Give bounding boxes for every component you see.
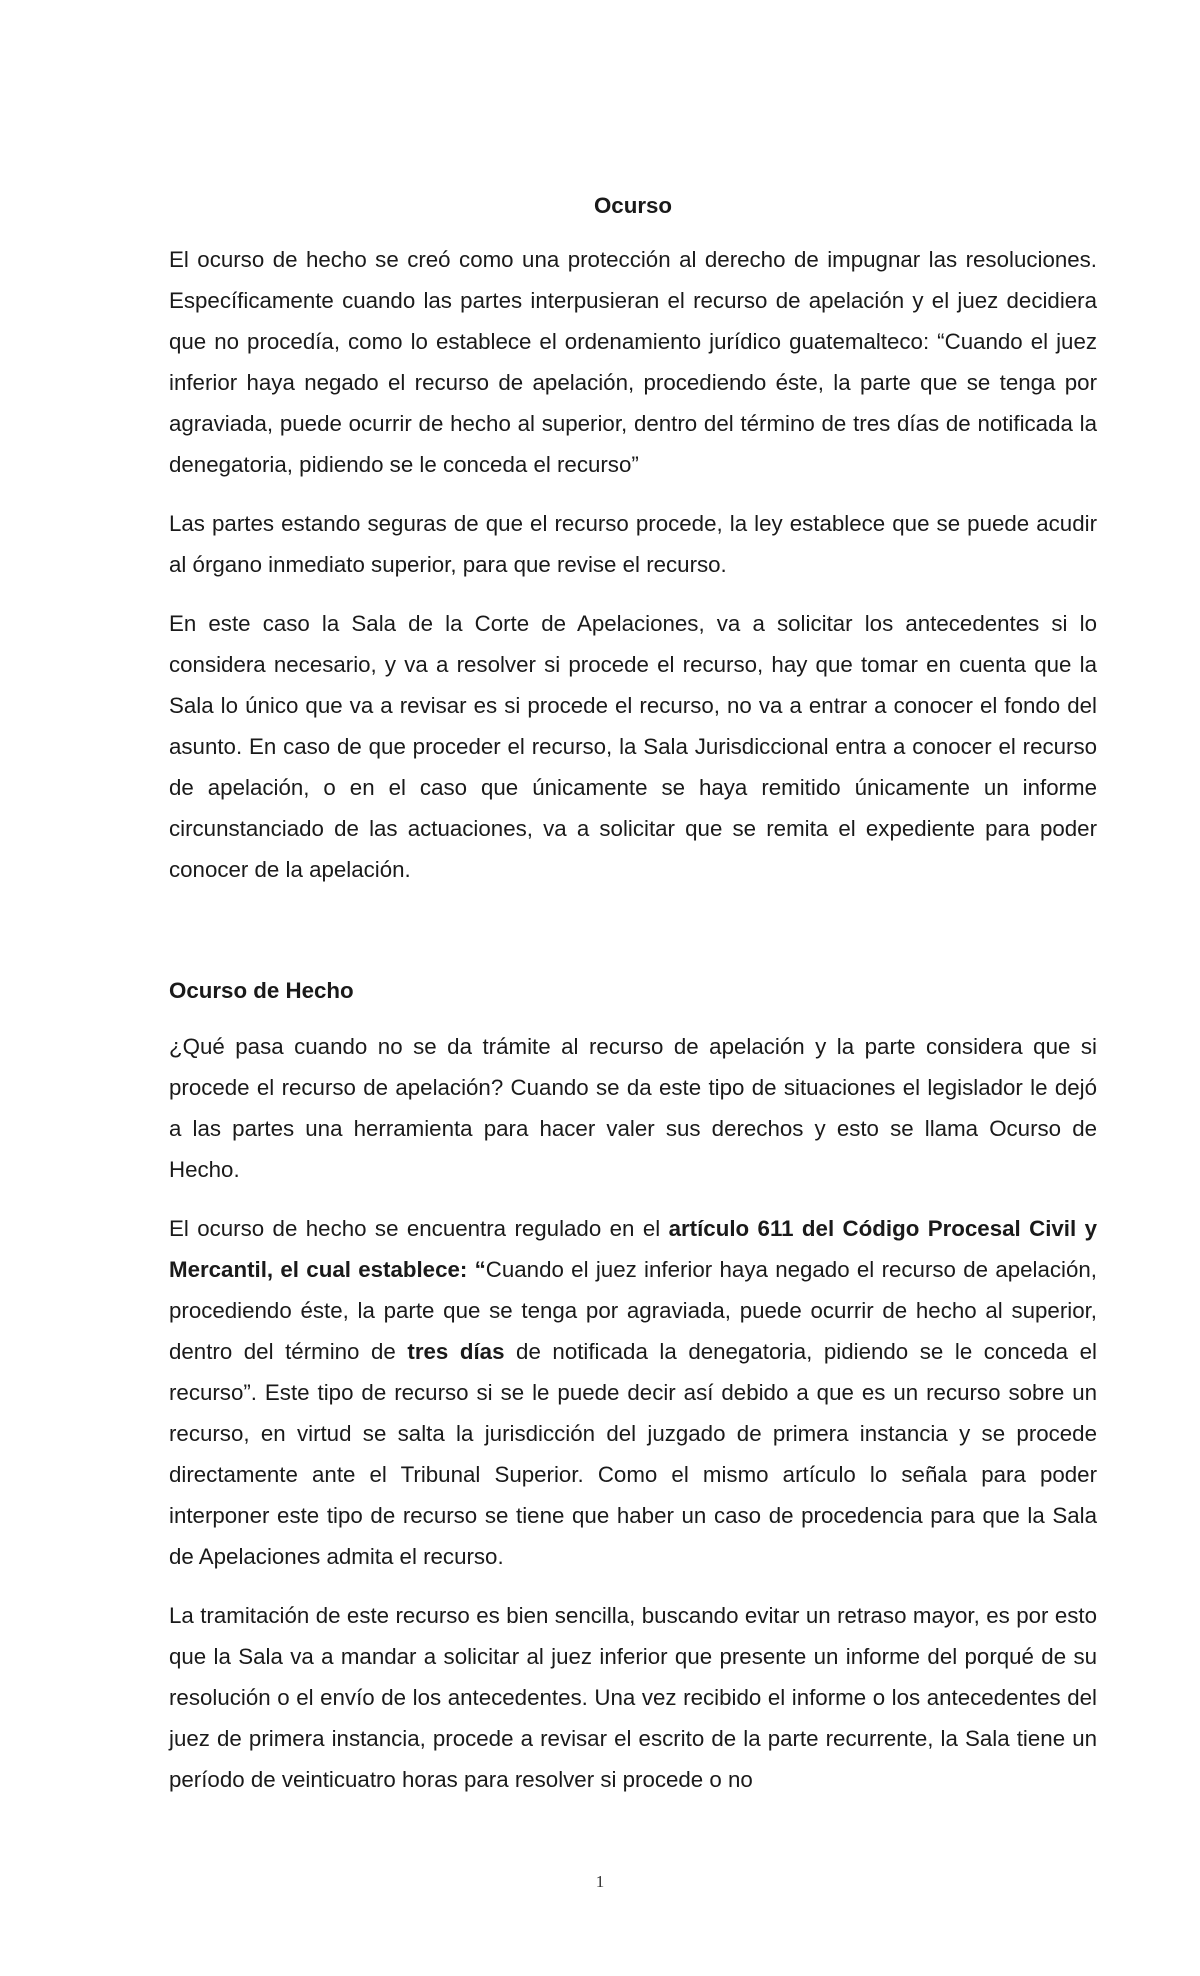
section-heading: Ocurso de Hecho xyxy=(169,978,354,1003)
bold-term: tres días xyxy=(407,1339,505,1364)
text-run: El ocurso de hecho se encuentra regulado en el xyxy=(169,1216,669,1241)
paragraph: La tramitación de este recurso es bien sencilla, buscando evitar un retraso mayor, es por esto que la Sala va a mandar a solicitar al juez inferior que presente un informe del porqué de su resolución o el envío de los antecedentes. Una vez recibido el informe o los antecedentes del juez de primera instancia, procede a revisar el escrito de la parte recurrente, la Sala tiene un período de veinticuatro horas para resolver si procede o no xyxy=(169,1603,1097,1792)
paragraph-with-citation xyxy=(169,1208,1097,1577)
paragraph: En este caso la Sala de la Corte de Apelaciones, va a solicitar los antecedentes si lo considera necesario, y va a resolver si procede el recurso, hay que tomar en cuenta que la Sala lo único que va a revisar es si procede el recurso, no va a entrar a conocer el fondo del asunto. En caso de que proceder el recurso, la Sala Jurisdiccional entra a conocer el recurso de apelación, o en el caso que únicamente se haya remitido únicamente un informe circunstanciado de las actuaciones, va a solicitar que se remita el expediente para poder conocer de la apelación. xyxy=(169,611,1097,882)
bold-citation: artículo 611 del Código Procesal Civil y Mercantil, el cual establece: “ xyxy=(169,1216,1097,1282)
page-title: Ocurso xyxy=(593,193,673,218)
text-run: de notificada la denegatoria, pidiendo se le conceda el recurso”. Este tipo de recurso si se le puede decir así debido a que es un recurso sobre un recurso, en virtud se salta la jurisdicción del juzgado de primera instancia y se procede directamente ante el Tribunal Superior. Como el mismo artículo lo señala para poder interponer este tipo de recurso se tiene que haber un caso de procedencia para que la Sala de Apelaciones admita el recurso. xyxy=(169,1339,1098,1569)
section-spacer xyxy=(169,908,1097,970)
paragraph: ¿Qué pasa cuando no se da trámite al recurso de apelación y la parte considera que si procede el recurso de apelación? Cuando se da este tipo de situaciones el legislador le dejó a las partes una herramienta para hacer valer sus derechos y esto se llama Ocurso de Hecho. xyxy=(169,1034,1097,1182)
paragraph: Las partes estando seguras de que el recurso procede, la ley establece que se puede acudir al órgano inmediato superior, para que revise el recurso. xyxy=(169,511,1097,577)
paragraph: El ocurso de hecho se creó como una protección al derecho de impugnar las resoluciones. Específicamente cuando las partes interpusieran el recurso de apelación y el juez decidiera que no procedía, como lo establece el ordenamiento jurídico guatemalteco: “Cuando el juez inferior haya negado el recurso de apelación, procediendo éste, la parte que se tenga por agraviada, puede ocurrir de hecho al superior, dentro del término de tres días de notificada la denegatoria, pidiendo se le conceda el recurso” xyxy=(169,247,1097,477)
document-body xyxy=(169,190,1097,1818)
text-run: Cuando el juez inferior haya negado el recurso de apelación, procediendo éste, la parte que se tenga por agraviada, puede ocurrir de hecho al superior, dentro del término de xyxy=(169,1257,1097,1364)
page-number: 1 xyxy=(595,1872,605,1891)
